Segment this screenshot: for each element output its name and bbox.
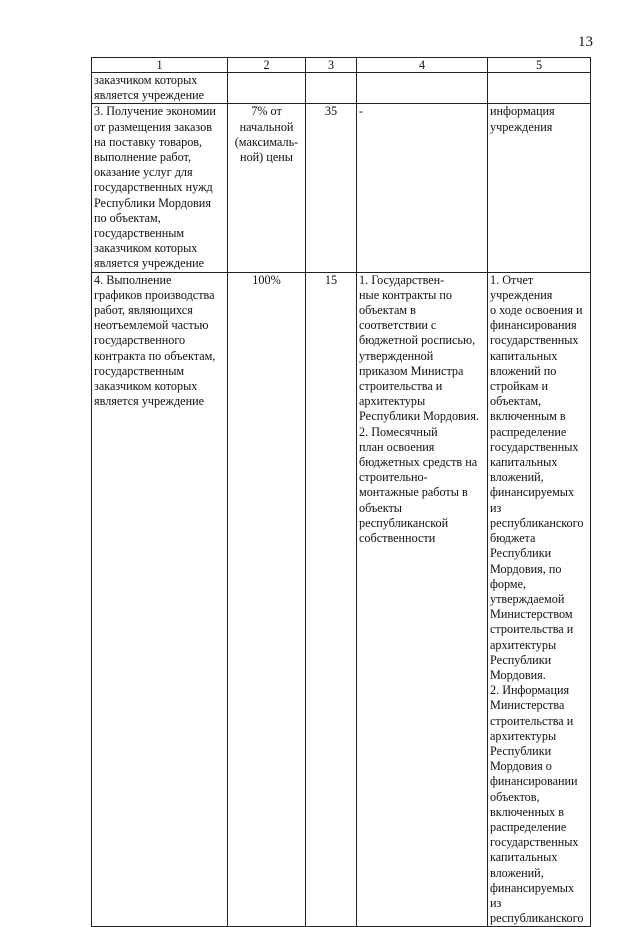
table-row (92, 104, 591, 272)
header-cell-2: 2 (228, 58, 306, 73)
header-cell-3: 3 (306, 58, 357, 73)
indicator-cell: 4. Выполнение графиков производства работ, являющихся неотъемлемой частью государственного контракта по объектам, государственным заказчиком которых является учреждение (92, 272, 228, 927)
source-cell: информация учреждения (488, 104, 591, 272)
table-row (92, 272, 591, 927)
target-value-cell (228, 73, 306, 104)
indicator-cell: заказчиком которых является учреждение (92, 73, 228, 104)
header-cell-4: 4 (357, 58, 488, 73)
header-cell-1: 1 (92, 58, 228, 73)
indicators-table (91, 57, 591, 927)
table-row (92, 73, 591, 104)
basis-cell (357, 73, 488, 104)
weight-cell (306, 73, 357, 104)
weight-cell: 35 (306, 104, 357, 272)
table-header-row (92, 58, 591, 73)
basis-cell: - (357, 104, 488, 272)
basis-cell: 1. Государствен- ные контракты по объектам в соответствии с бюджетной росписью, утвержденной приказом Министра строительства и архитектуры Республики Мордовия. 2. Помесячный план освоения бюджетных средств на строительно- монтажные работы в объекты республиканской собственности (357, 272, 488, 927)
target-value-cell: 7% от начальной (максималь- ной) цены (228, 104, 306, 272)
source-cell (488, 73, 591, 104)
header-cell-5: 5 (488, 58, 591, 73)
source-cell: 1. Отчет учреждения о ходе освоения и финансирования государственных капитальных вложений по стройкам и объектам, включенным в распределение государственных капитальных вложений, финансируемых из республиканского бюджета Республики Мордовия, по форме, утверждаемой Министерством строительства и архитектуры Республики Мордовия. 2. Информация Министерства строительства и архитектуры Республики Мордовия о финансировании объектов, включенных в распределение государственных капитальных вложений, финансируемых из республиканского (488, 272, 591, 927)
weight-cell: 15 (306, 272, 357, 927)
indicator-cell: 3. Получение экономии от размещения заказов на поставку товаров, выполнение работ, оказание услуг для государственных нужд Республики Мордовия по объектам, государственным заказчиком которых является учреждение (92, 104, 228, 272)
page-number: 13 (578, 34, 593, 50)
target-value-cell: 100% (228, 272, 306, 927)
